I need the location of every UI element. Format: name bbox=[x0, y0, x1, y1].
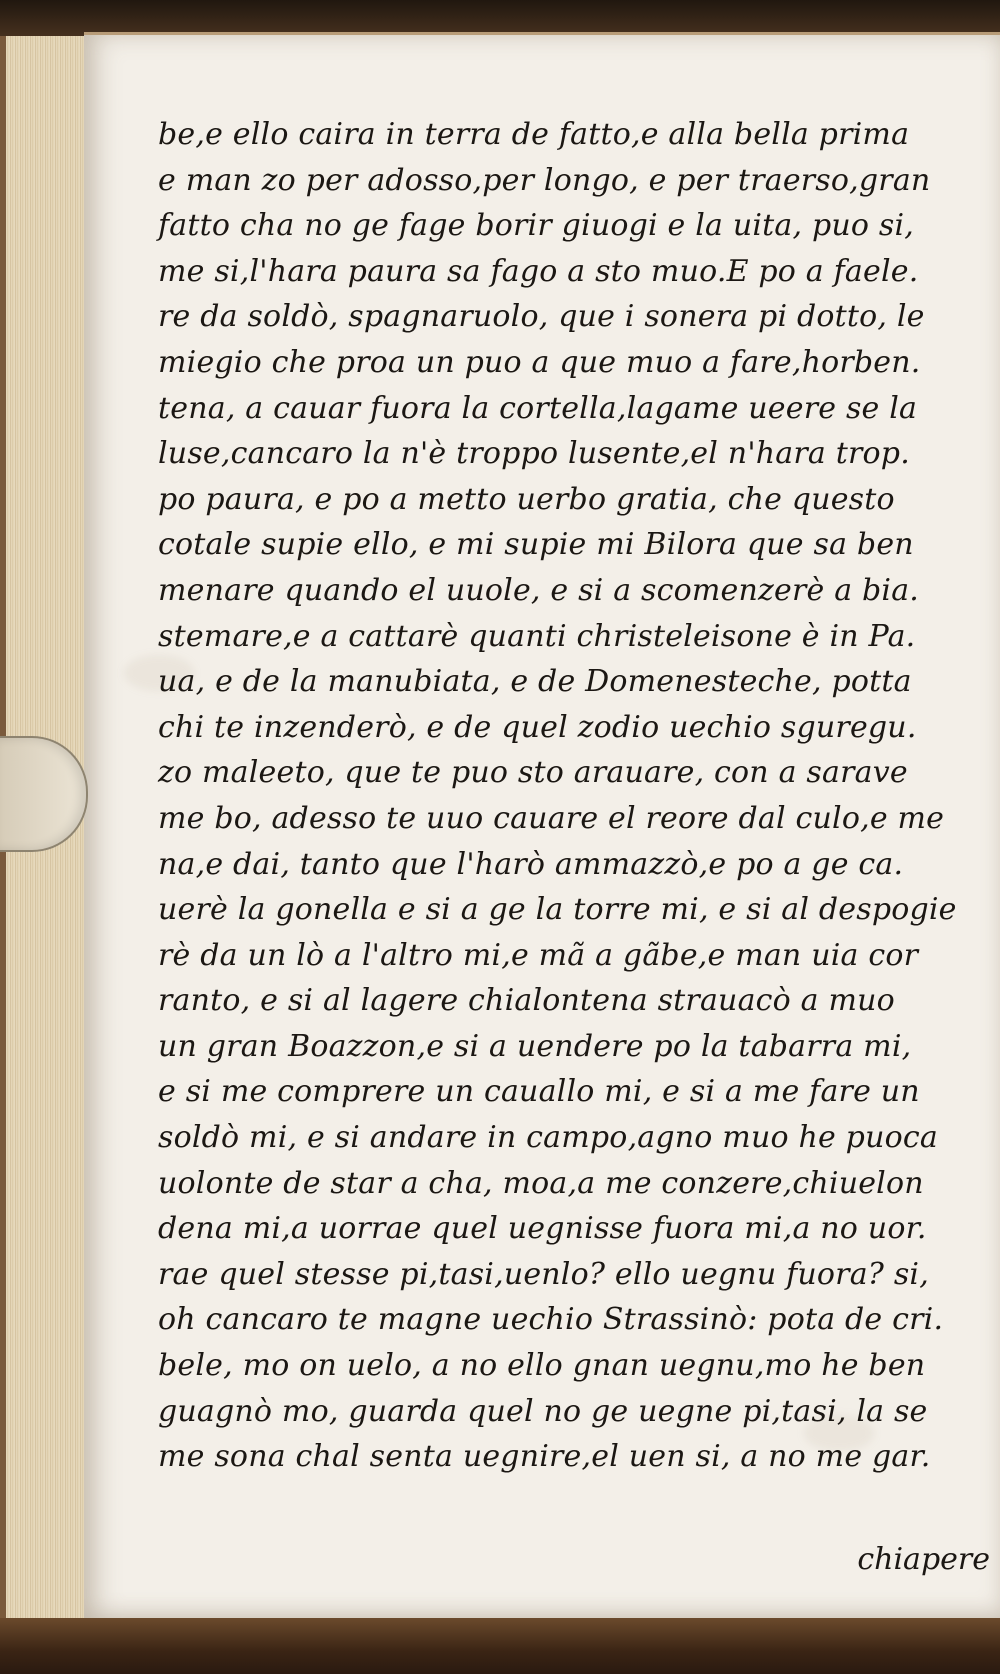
text-line: me bo, adesso te uuo cauare el reore dal culo,e me bbox=[158, 800, 945, 836]
text-line: uerè la gonella e si a ge la torre mi, e si al despogie bbox=[158, 892, 957, 928]
text-line: stemare,e a cattarè quanti christeleisone è in Pa. bbox=[158, 618, 916, 654]
book-cover-bottom bbox=[0, 1618, 1000, 1674]
catchword: chiapere bbox=[857, 1542, 990, 1577]
text-line: re da soldò, spagnaruolo, que i sonera pi dotto, le bbox=[158, 299, 925, 335]
text-line: bele, mo on uelo, a no ello gnan uegnu,mo he ben bbox=[158, 1348, 926, 1384]
text-line: guagnò mo, guarda quel no ge uegne pi,tasi, la se bbox=[158, 1393, 928, 1429]
text-line: na,e dai, tanto que l'harò ammazzò,e po a ge ca. bbox=[158, 846, 904, 882]
text-line: fatto cha no ge fage borir giuogi e la uita, puo si, bbox=[158, 208, 915, 244]
text-line: rè da un lò a l'altro mi,e mã a gãbe,e man uia cor bbox=[158, 937, 919, 973]
text-line: ua, e de la manubiata, e de Domenesteche, potta bbox=[158, 664, 912, 700]
text-line: dena mi,a uorrae quel uegnisse fuora mi,a no uor. bbox=[158, 1211, 927, 1247]
page-text bbox=[158, 112, 1000, 1480]
text-line: be,e ello caira in terra de fatto,e alla bella prima bbox=[158, 117, 910, 152]
text-line: un gran Boazzon,e si a uendere po la tabarra mi, bbox=[158, 1028, 912, 1064]
text-line: oh cancaro te magne uechio Strassinò: pota de cri. bbox=[158, 1302, 944, 1338]
text-line: miegio che proa un puo a que muo a fare,horben. bbox=[158, 344, 921, 380]
text-line: uolonte de star a cha, moa,a me conzere,chiuelon bbox=[158, 1165, 924, 1201]
text-line: rae quel stesse pi,tasi,uenlo? ello uegnu fuora? si, bbox=[158, 1256, 929, 1292]
text-line: tena, a cauar fuora la cortella,lagame ueere se la bbox=[158, 390, 918, 426]
text-line: soldò mi, e si andare in campo,agno muo he puoca bbox=[158, 1120, 938, 1156]
text-line: menare quando el uuole, e si a scomenzerè a bia. bbox=[158, 572, 920, 608]
text-line: cotale supie ello, e mi supie mi Bilora que sa ben bbox=[158, 527, 914, 563]
text-line: e man zo per adosso,per longo, e per traerso,gran bbox=[158, 162, 931, 198]
text-line: chi te inzenderò, e de quel zodio uechio sguregu. bbox=[158, 709, 917, 745]
text-line: e si me comprere un cauallo mi, e si a me fare un bbox=[158, 1074, 920, 1110]
text-line: po paura, e po a metto uerbo gratia, che questo bbox=[158, 481, 895, 517]
text-line: luse,cancaro la n'è troppo lusente,el n'hara trop. bbox=[158, 436, 910, 472]
text-line: zo maleeto, que te puo sto arauare, con a sarave bbox=[158, 755, 908, 791]
text-line: me sona chal senta uegnire,el uen si, a no me gar. bbox=[158, 1439, 931, 1475]
text-line: me si,l'hara paura sa fago a sto muo.E po a faele. bbox=[158, 253, 919, 289]
text-line: ranto, e si al lagere chialontena strauacò a muo bbox=[158, 983, 895, 1019]
